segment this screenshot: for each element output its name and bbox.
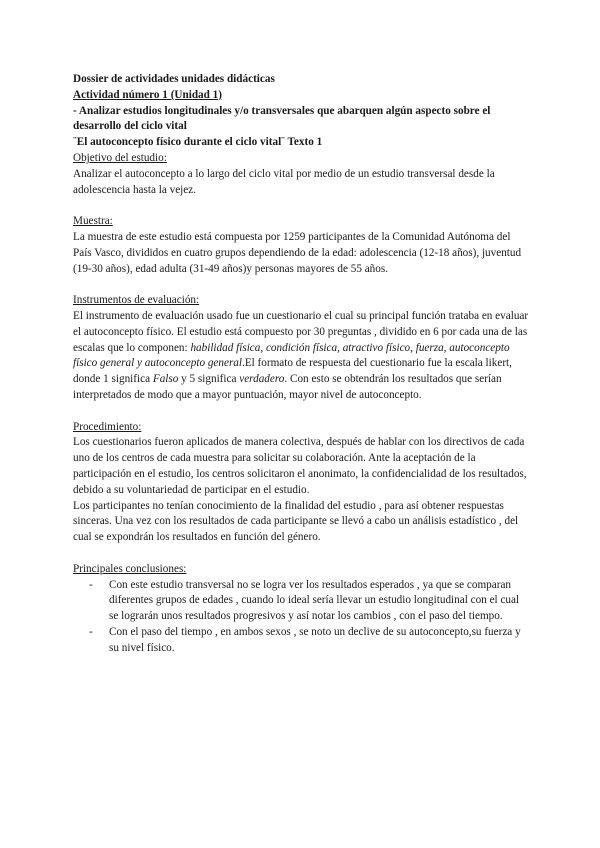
bullet-dash: - [89,625,93,638]
objective-section [73,151,529,198]
conclusions-section [73,562,529,657]
instruments-scales: habilidad física, condición física, atractivo físico, fuerza, autoconcepto físico general y autoconcepto general [73,341,510,370]
document-page [73,72,529,656]
instruments-body [73,309,529,404]
likert-true-label: verdadero [239,373,285,386]
instruments-text-4: . Con esto se obtendrán los resultados que serían interpretados de modo que a mayor puntuación, mayor nivel de autoconcepto. [73,373,502,401]
sample-section [73,214,529,277]
activity-title: Actividad número 1 (Unidad 1) [73,88,222,101]
conclusions-title: Principales conclusiones: [73,562,187,575]
text-title: ¨El autoconcepto físico durante el ciclo vital¨ Texto 1 [73,136,323,149]
likert-false-label: Falso [152,373,179,386]
instruments-section [73,293,529,404]
instruments-title: Instrumentos de evaluación: [73,294,200,307]
bullet-dash: - [89,578,93,591]
instruments-text-3: y 5 significa [178,373,240,386]
document-header [73,72,529,151]
document-title: Dossier de actividades unidades didácticas [73,73,275,85]
conclusion-text: Con el paso del tiempo , en ambos sexos , se noto un declive de su autoconcepto,su fuerza y su nivel físico. [109,625,521,654]
instruments-text-1: El instrumento de evaluación usado fue un cuestionario el cual su principal función trataba en evaluar el autoconcepto físico. El estudio está compuesto por 30 preguntas , dividido en 6 por cada una de las escalas que lo componen: [73,309,529,354]
objective-title: Objetivo del estudio: [73,151,167,164]
conclusions-list [73,578,529,657]
procedure-body-2: Los participantes no tenían conocimiento de la finalidad del estudio , para así obtener respuestas sinceras. Una vez con los resultados de cada participante se llevó a cabo un análisis estadístico , del cual se expondrán los resultados en función del género. [73,499,519,544]
task-description: - Analizar estudios longitudinales y/o transversales que abarquen algún aspecto sobre el desarrollo del ciclo vital [73,104,491,133]
conclusion-text: Con este estudio transversal no se logra ver los resultados esperados , ya que se comparan diferentes grupos de edades , cuando lo ideal sería llevar un estudio longitudinal con el cual se lograrán unos resultados progresivos y así notar los cambios , con el paso del tiempo. [109,578,520,623]
procedure-section [73,420,529,546]
sample-body: La muestra de este estudio está compuesta por 1259 participantes de la Comunidad Autónoma del País Vasco, divididos en cuatro grupos dependiendo de la edad: adolescencia (12-18 años), juventud (19-30 años), edad adulta (31-49 años)y personas mayores de 55 años. [73,230,522,275]
procedure-title: Procedimiento: [73,420,142,433]
instruments-text-2: .El formato de respuesta del cuestionario fue la escala likert, donde 1 significa [73,357,512,386]
sample-title: Muestra: [73,215,113,228]
objective-body: Analizar el autoconcepto a lo largo del ciclo vital por medio de un estudio transversal desde la adolescencia hasta la vejez. [73,167,495,196]
list-item [73,625,529,657]
procedure-body-1: Los cuestionarios fueron aplicados de manera colectiva, después de hablar con los directivos de cada uno de los centros de cada muestra para solicitar su colaboración. Ante la aceptación de la participación en el estudio, los centros solicitaron el anonimato, la confidencialidad de los resultados, debido a su voluntariedad de participar en el estudio. [73,436,527,496]
list-item [73,578,529,625]
